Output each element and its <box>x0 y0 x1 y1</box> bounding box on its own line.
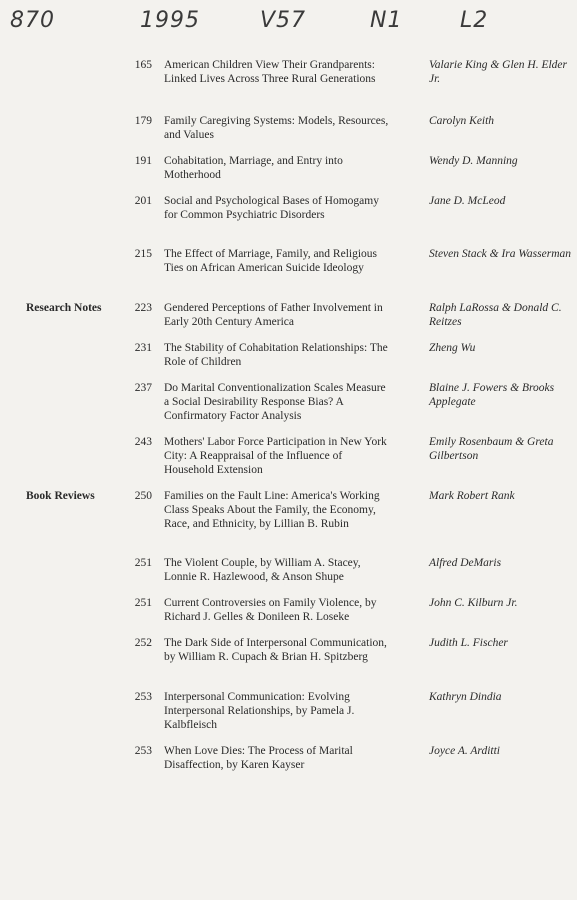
handwritten-annotation <box>0 4 577 40</box>
toc-entry <box>0 194 577 238</box>
section-heading: Research Notes <box>26 302 102 314</box>
page-number: 165 <box>134 59 152 71</box>
article-author: Alfred DeMaris <box>429 557 502 569</box>
article-author: Valarie King & Glen H. Elder Jr. <box>429 59 567 85</box>
page-number: 231 <box>134 342 152 354</box>
page-number: 251 <box>134 597 152 609</box>
toc-entry <box>0 435 577 479</box>
article-author: Jane D. McLeod <box>429 195 506 207</box>
article-author: Kathryn Dindia <box>429 691 502 703</box>
article-author: Carolyn Keith <box>429 115 495 127</box>
article-author: Wendy D. Manning <box>429 155 518 167</box>
page-number: 223 <box>134 302 152 314</box>
page-number: 191 <box>134 155 152 167</box>
article-title: Cohabitation, Marriage, and Entry into Motherhood <box>164 155 343 181</box>
toc-entry <box>0 690 577 734</box>
toc-entry <box>0 114 577 144</box>
article-title: Family Caregiving Systems: Models, Resources, and Values <box>164 115 389 141</box>
page-number: 201 <box>134 195 152 207</box>
article-title: The Effect of Marriage, Family, and Religious Ties on African American Suicide Ideology <box>164 248 378 274</box>
toc-entry <box>0 247 577 291</box>
page-number: 179 <box>134 115 152 127</box>
handwritten-note: 870 <box>10 8 55 33</box>
toc-entry <box>0 154 577 184</box>
article-author: Judith L. Fischer <box>429 637 508 649</box>
page-number: 253 <box>134 691 152 703</box>
article-title: Social and Psychological Bases of Homogamy for Common Psychiatric Disorders <box>164 195 379 221</box>
toc-entry <box>0 489 577 547</box>
article-author: Steven Stack & Ira Wasserman <box>429 248 572 260</box>
toc-entry <box>0 636 577 666</box>
article-author: Mark Robert Rank <box>429 490 515 502</box>
article-author: Emily Rosenbaum & Greta Gilbertson <box>429 436 554 462</box>
article-author: Zheng Wu <box>429 342 476 354</box>
article-author: Joyce A. Arditti <box>429 745 501 757</box>
article-title: Current Controversies on Family Violence, by Richard J. Gelles & Donileen R. Loseke <box>164 597 377 623</box>
toc-entry <box>0 556 577 586</box>
article-author: Blaine J. Fowers & Brooks Applegate <box>429 382 555 408</box>
page-number: 215 <box>134 248 152 260</box>
article-title: The Dark Side of Interpersonal Communication, by William R. Cupach & Brian H. Spitzberg <box>164 637 387 663</box>
article-title: Interpersonal Communication: Evolving Interpersonal Relationships, by Pamela J. Kalbfleisch <box>164 691 355 731</box>
handwritten-note: N1 <box>370 8 403 33</box>
page-number: 252 <box>134 637 152 649</box>
toc-entry <box>0 381 577 425</box>
article-title: Do Marital Conventionalization Scales Measure a Social Desirability Response Bias? A Confirmatory Factor Analysis <box>164 382 386 422</box>
article-title: The Stability of Cohabitation Relationships: The Role of Children <box>164 342 388 368</box>
article-title: The Violent Couple, by William A. Stacey, Lonnie R. Hazlewood, & Anson Shupe <box>164 557 361 583</box>
article-author: Ralph LaRossa & Donald C. Reitzes <box>429 302 562 328</box>
article-author: John C. Kilburn Jr. <box>429 597 518 609</box>
article-title: American Children View Their Grandparents: Linked Lives Across Three Rural Generations <box>164 59 376 85</box>
article-title: Mothers' Labor Force Participation in New York City: A Reappraisal of the Influence of Household Extension <box>164 436 387 476</box>
handwritten-note: V57 <box>260 8 307 33</box>
article-title: Gendered Perceptions of Father Involvement in Early 20th Century America <box>164 302 383 328</box>
toc-entry <box>0 744 577 774</box>
section-heading: Book Reviews <box>26 490 95 502</box>
toc-entry <box>0 341 577 371</box>
toc-entry <box>0 58 577 102</box>
page-number: 253 <box>134 745 152 757</box>
page-number: 250 <box>134 490 152 502</box>
toc-entry <box>0 301 577 331</box>
toc-entry <box>0 596 577 626</box>
page-number: 251 <box>134 557 152 569</box>
page-number: 243 <box>134 436 152 448</box>
handwritten-note: 1995 <box>140 8 200 33</box>
article-title: When Love Dies: The Process of Marital Disaffection, by Karen Kayser <box>164 745 353 771</box>
handwritten-note: L2 <box>460 8 489 33</box>
article-title: Families on the Fault Line: America's Working Class Speaks About the Family, the Economy, Race, and Ethnicity, by Lillian B. Rubin <box>164 490 380 530</box>
page-number: 237 <box>134 382 152 394</box>
